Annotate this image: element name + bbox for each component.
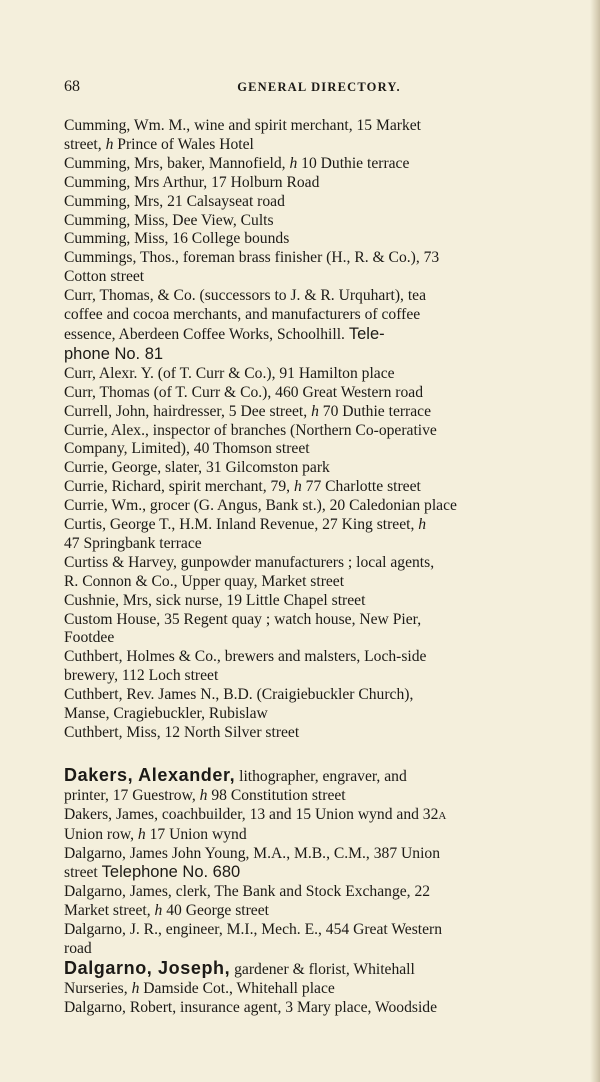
entry-line: Nurseries, h Damside Cot., Whitehall place xyxy=(64,979,335,997)
entry-dalgarno-j-r xyxy=(64,921,577,959)
entry-cumming-wm xyxy=(64,117,577,155)
entry-line: Curr, Thomas, & Co. (successors to J. & R. Urquhart), tea xyxy=(64,287,427,305)
entry-line: road xyxy=(64,940,92,958)
entry-curtiss-harvey xyxy=(64,554,577,592)
entry-dalgarno-james-clerk xyxy=(64,883,577,921)
entry-line: R. Connon & Co., Upper quay, Market street xyxy=(64,572,345,590)
entry-cumming-miss-college xyxy=(64,230,577,249)
entry-line: Cuthbert, Holmes & Co., brewers and malsters, Loch-side xyxy=(64,648,427,666)
entry-cushnie-mrs xyxy=(64,592,577,611)
running-head: GENERAL DIRECTORY. xyxy=(237,80,401,94)
page-header xyxy=(64,78,574,98)
entry-line: Dalgarno, J. R., engineer, M.I., Mech. E., 454 Great Western xyxy=(64,921,443,939)
entry-line: coffee and cocoa merchants, and manufacturers of coffee xyxy=(64,306,421,324)
entry-line: Dalgarno, Robert, insurance agent, 3 Mary place, Woodside xyxy=(64,998,438,1016)
entry-line: Cumming, Miss, 16 College bounds xyxy=(64,230,290,248)
entry-cuthbert-holmes xyxy=(64,648,577,686)
entry-line: Footdee xyxy=(64,629,115,647)
entry-line: Curr, Thomas (of T. Curr & Co.), 460 Great Western road xyxy=(64,383,424,401)
entry-line: Manse, Cragiebuckler, Rubislaw xyxy=(64,705,268,723)
entry-currie-richard xyxy=(64,478,577,497)
entry-currell-john xyxy=(64,403,577,422)
entry-line: street, h Prince of Wales Hotel xyxy=(64,135,254,153)
page-number: 68 xyxy=(64,78,80,95)
entry-cuthbert-rev-james xyxy=(64,686,577,724)
entry-line: Currell, John, hairdresser, 5 Dee street, h 70 Duthie terrace xyxy=(64,402,432,420)
entry-line: Cumming, Miss, Dee View, Cults xyxy=(64,211,274,229)
entry-line: Cumming, Mrs, 21 Calsayseat road xyxy=(64,192,285,210)
entry-line: Cotton street xyxy=(64,268,145,286)
entry-line: Dakers, James, coachbuilder, 13 and 15 Union wynd and 32A xyxy=(64,805,447,823)
entry-line: Currie, Alex., inspector of branches (Northern Co-operative xyxy=(64,421,437,439)
entry-line: Cuthbert, Rev. James N., B.D. (Craigiebuckler Church), xyxy=(64,686,414,704)
entry-line: Curtis, George T., H.M. Inland Revenue, 27 King street, h xyxy=(64,516,427,534)
entry-dakers-james xyxy=(64,806,577,845)
section-gap xyxy=(64,743,577,766)
directory-entries xyxy=(64,117,577,1018)
entry-line: Dakers, Alexander, lithographer, engraver, and xyxy=(64,764,407,785)
entry-line: Dalgarno, Joseph, gardener & florist, Whitehall xyxy=(64,957,415,978)
entry-curr-thomas-co xyxy=(64,287,577,365)
entry-curr-alexr xyxy=(64,365,577,384)
entry-line: Cummings, Thos., foreman brass finisher (H., R. & Co.), 73 xyxy=(64,249,440,267)
entry-line: Cumming, Mrs, baker, Mannofield, h 10 Duthie terrace xyxy=(64,154,410,172)
entry-line: Cushnie, Mrs, sick nurse, 19 Little Chapel street xyxy=(64,591,366,609)
entry-line: Union row, h 17 Union wynd xyxy=(64,825,247,843)
entry-line: phone No. 81 xyxy=(64,344,164,363)
entry-line: street Telephone No. 680 xyxy=(64,863,241,882)
entry-line: essence, Aberdeen Coffee Works, Schoolhill. Tele- xyxy=(64,324,385,343)
entry-line: Market street, h 40 George street xyxy=(64,902,269,920)
entry-line: 47 Springbank terrace xyxy=(64,534,202,552)
entry-currie-george xyxy=(64,459,577,478)
entry-line: Currie, Wm., grocer (G. Angus, Bank st.), 20 Caledonian place xyxy=(64,497,457,515)
entry-dalgarno-joseph xyxy=(64,959,577,999)
page-edge-shadow xyxy=(590,0,600,1082)
entry-line: brewery, 112 Loch street xyxy=(64,667,219,685)
entry-cuthbert-miss xyxy=(64,724,577,743)
entry-line: printer, 17 Guestrow, h 98 Constitution street xyxy=(64,786,346,804)
entry-dalgarno-robert xyxy=(64,999,577,1018)
entry-currie-alex xyxy=(64,422,577,460)
entry-dalgarno-james-john xyxy=(64,845,577,884)
entry-dakers-alexander xyxy=(64,766,577,806)
entry-curr-thomas xyxy=(64,384,577,403)
entry-line: Dalgarno, James, clerk, The Bank and Stock Exchange, 22 xyxy=(64,883,431,901)
entry-line: Cuthbert, Miss, 12 North Silver street xyxy=(64,724,300,741)
entry-cumming-mrs-arthur xyxy=(64,174,577,193)
entry-line: Currie, George, slater, 31 Gilcomston park xyxy=(64,459,330,477)
entry-line: Cumming, Wm. M., wine and spirit merchant, 15 Market xyxy=(64,117,422,134)
entry-currie-wm xyxy=(64,497,577,516)
entry-line: Custom House, 35 Regent quay ; watch house, New Pier, xyxy=(64,610,422,628)
entry-line: Cumming, Mrs Arthur, 17 Holburn Road xyxy=(64,173,320,191)
entry-line: Currie, Richard, spirit merchant, 79, h 77 Charlotte street xyxy=(64,478,421,496)
entry-line: Dalgarno, James John Young, M.A., M.B., C.M., 387 Union xyxy=(64,844,441,862)
entry-line: Curtiss & Harvey, gunpowder manufacturers ; local agents, xyxy=(64,553,435,571)
entry-cumming-mrs-calsayseat xyxy=(64,193,577,212)
entry-cummings-thos xyxy=(64,249,577,287)
entry-cumming-miss-dee-view xyxy=(64,212,577,231)
entry-curtis-george xyxy=(64,516,577,554)
entry-custom-house xyxy=(64,611,577,649)
entry-line: Curr, Alexr. Y. (of T. Curr & Co.), 91 Hamilton place xyxy=(64,364,395,382)
entry-line: Company, Limited), 40 Thomson street xyxy=(64,440,310,458)
entry-cumming-mrs-mannofield xyxy=(64,155,577,174)
